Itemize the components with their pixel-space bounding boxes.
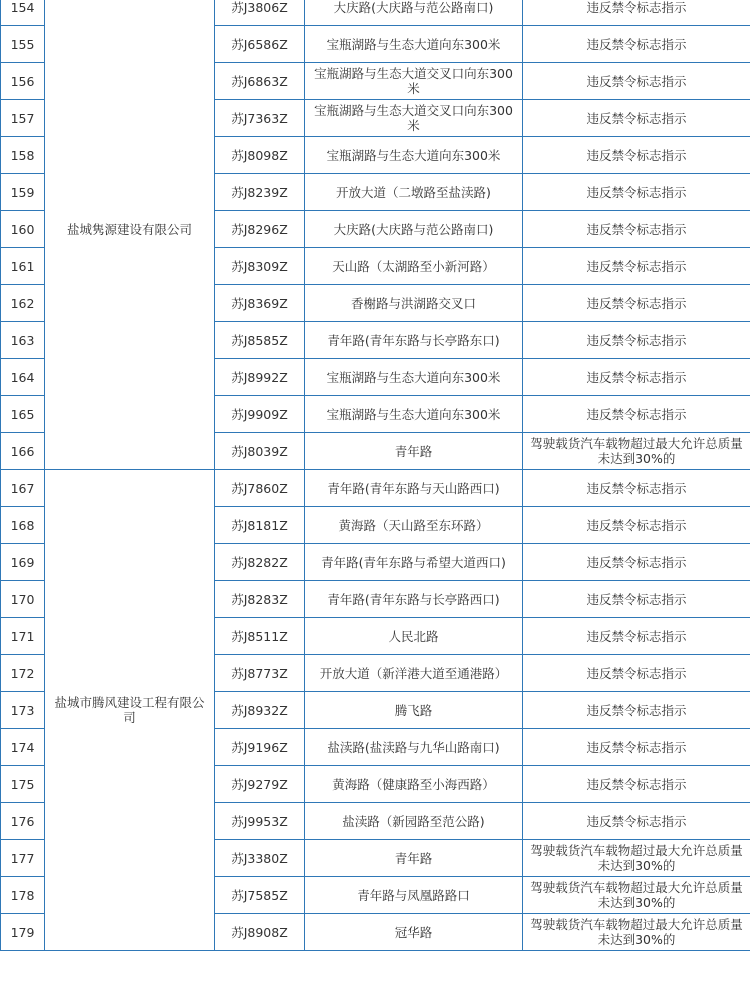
row-number: 162 [1, 285, 45, 322]
plate-number: 苏J3806Z [215, 0, 305, 26]
violation-type: 违反禁令标志指示 [523, 581, 750, 618]
violation-location: 人民北路 [305, 618, 523, 655]
plate-number: 苏J9196Z [215, 729, 305, 766]
plate-number: 苏J8239Z [215, 174, 305, 211]
table-row [1, 0, 750, 26]
plate-number: 苏J8369Z [215, 285, 305, 322]
violation-location: 宝瓶湖路与生态大道向东300米 [305, 137, 523, 174]
violation-type: 违反禁令标志指示 [523, 0, 750, 26]
violation-location: 宝瓶湖路与生态大道向东300米 [305, 396, 523, 433]
row-number: 179 [1, 914, 45, 951]
plate-number: 苏J8932Z [215, 692, 305, 729]
violation-location: 宝瓶湖路与生态大道向东300米 [305, 26, 523, 63]
plate-number: 苏J6586Z [215, 26, 305, 63]
violation-type: 违反禁令标志指示 [523, 655, 750, 692]
row-number: 175 [1, 766, 45, 803]
violation-type: 违反禁令标志指示 [523, 322, 750, 359]
row-number: 157 [1, 100, 45, 137]
violation-location: 宝瓶湖路与生态大道交叉口向东300米 [305, 63, 523, 100]
plate-number: 苏J7860Z [215, 470, 305, 507]
violation-location: 大庆路(大庆路与范公路南口) [305, 0, 523, 26]
row-number: 164 [1, 359, 45, 396]
row-number: 165 [1, 396, 45, 433]
violation-type: 驾驶载货汽车载物超过最大允许总质量未达到30%的 [523, 840, 750, 877]
plate-number: 苏J8282Z [215, 544, 305, 581]
row-number: 158 [1, 137, 45, 174]
plate-number: 苏J9279Z [215, 766, 305, 803]
plate-number: 苏J8039Z [215, 433, 305, 470]
violation-location: 黄海路（健康路至小海西路） [305, 766, 523, 803]
violation-location: 青年路 [305, 840, 523, 877]
violation-type: 违反禁令标志指示 [523, 359, 750, 396]
plate-number: 苏J7585Z [215, 877, 305, 914]
row-number: 168 [1, 507, 45, 544]
plate-number: 苏J8511Z [215, 618, 305, 655]
violation-location: 腾飞路 [305, 692, 523, 729]
row-number: 170 [1, 581, 45, 618]
violation-location: 香榭路与洪湖路交叉口 [305, 285, 523, 322]
violation-type: 违反禁令标志指示 [523, 396, 750, 433]
violation-type: 违反禁令标志指示 [523, 507, 750, 544]
row-number: 161 [1, 248, 45, 285]
violation-type: 驾驶载货汽车载物超过最大允许总质量未达到30%的 [523, 877, 750, 914]
violation-location: 青年路 [305, 433, 523, 470]
violation-type: 违反禁令标志指示 [523, 26, 750, 63]
row-number: 171 [1, 618, 45, 655]
violation-location: 青年路(青年东路与天山路西口) [305, 470, 523, 507]
violation-type: 违反禁令标志指示 [523, 470, 750, 507]
row-number: 155 [1, 26, 45, 63]
plate-number: 苏J8309Z [215, 248, 305, 285]
violation-type: 违反禁令标志指示 [523, 211, 750, 248]
violation-location: 大庆路(大庆路与范公路南口) [305, 211, 523, 248]
violation-location: 青年路(青年东路与长亭路西口) [305, 581, 523, 618]
company-name: 盐城隽源建设有限公司 [45, 0, 215, 470]
row-number: 167 [1, 470, 45, 507]
violation-type: 驾驶载货汽车载物超过最大允许总质量未达到30%的 [523, 914, 750, 951]
row-number: 159 [1, 174, 45, 211]
violation-type: 违反禁令标志指示 [523, 692, 750, 729]
row-number: 176 [1, 803, 45, 840]
row-number: 166 [1, 433, 45, 470]
company-name: 盐城市腾风建设工程有限公司 [45, 470, 215, 951]
row-number: 156 [1, 63, 45, 100]
violation-type: 违反禁令标志指示 [523, 766, 750, 803]
row-number: 178 [1, 877, 45, 914]
row-number: 163 [1, 322, 45, 359]
violation-type: 违反禁令标志指示 [523, 729, 750, 766]
plate-number: 苏J8773Z [215, 655, 305, 692]
violation-type: 违反禁令标志指示 [523, 803, 750, 840]
row-number: 154 [1, 0, 45, 26]
row-number: 174 [1, 729, 45, 766]
violation-location: 开放大道（新洋港大道至通港路） [305, 655, 523, 692]
violation-location: 宝瓶湖路与生态大道交叉口向东300米 [305, 100, 523, 137]
row-number: 177 [1, 840, 45, 877]
violation-type: 违反禁令标志指示 [523, 63, 750, 100]
violation-location: 青年路(青年东路与长亭路东口) [305, 322, 523, 359]
violation-type: 违反禁令标志指示 [523, 137, 750, 174]
row-number: 172 [1, 655, 45, 692]
plate-number: 苏J6863Z [215, 63, 305, 100]
violation-location: 青年路与凤凰路路口 [305, 877, 523, 914]
violation-type: 违反禁令标志指示 [523, 618, 750, 655]
violation-table-body [1, 0, 750, 951]
violation-type: 驾驶载货汽车载物超过最大允许总质量未达到30%的 [523, 433, 750, 470]
plate-number: 苏J8585Z [215, 322, 305, 359]
plate-number: 苏J8908Z [215, 914, 305, 951]
violation-location: 盐渎路(盐渎路与九华山路南口) [305, 729, 523, 766]
plate-number: 苏J8283Z [215, 581, 305, 618]
violation-type: 违反禁令标志指示 [523, 248, 750, 285]
plate-number: 苏J9909Z [215, 396, 305, 433]
row-number: 160 [1, 211, 45, 248]
plate-number: 苏J8296Z [215, 211, 305, 248]
plate-number: 苏J7363Z [215, 100, 305, 137]
violation-location: 开放大道（二墩路至盐渎路) [305, 174, 523, 211]
plate-number: 苏J8181Z [215, 507, 305, 544]
plate-number: 苏J8098Z [215, 137, 305, 174]
violation-type: 违反禁令标志指示 [523, 174, 750, 211]
violation-type: 违反禁令标志指示 [523, 544, 750, 581]
plate-number: 苏J3380Z [215, 840, 305, 877]
violation-location: 冠华路 [305, 914, 523, 951]
plate-number: 苏J9953Z [215, 803, 305, 840]
violation-location: 青年路(青年东路与希望大道西口) [305, 544, 523, 581]
plate-number: 苏J8992Z [215, 359, 305, 396]
table-row [1, 470, 750, 507]
violation-location: 盐渎路（新园路至范公路) [305, 803, 523, 840]
violation-location: 宝瓶湖路与生态大道向东300米 [305, 359, 523, 396]
violation-type: 违反禁令标志指示 [523, 100, 750, 137]
violation-location: 天山路（太湖路至小新河路） [305, 248, 523, 285]
row-number: 173 [1, 692, 45, 729]
violation-location: 黄海路（天山路至东环路） [305, 507, 523, 544]
violation-type: 违反禁令标志指示 [523, 285, 750, 322]
row-number: 169 [1, 544, 45, 581]
